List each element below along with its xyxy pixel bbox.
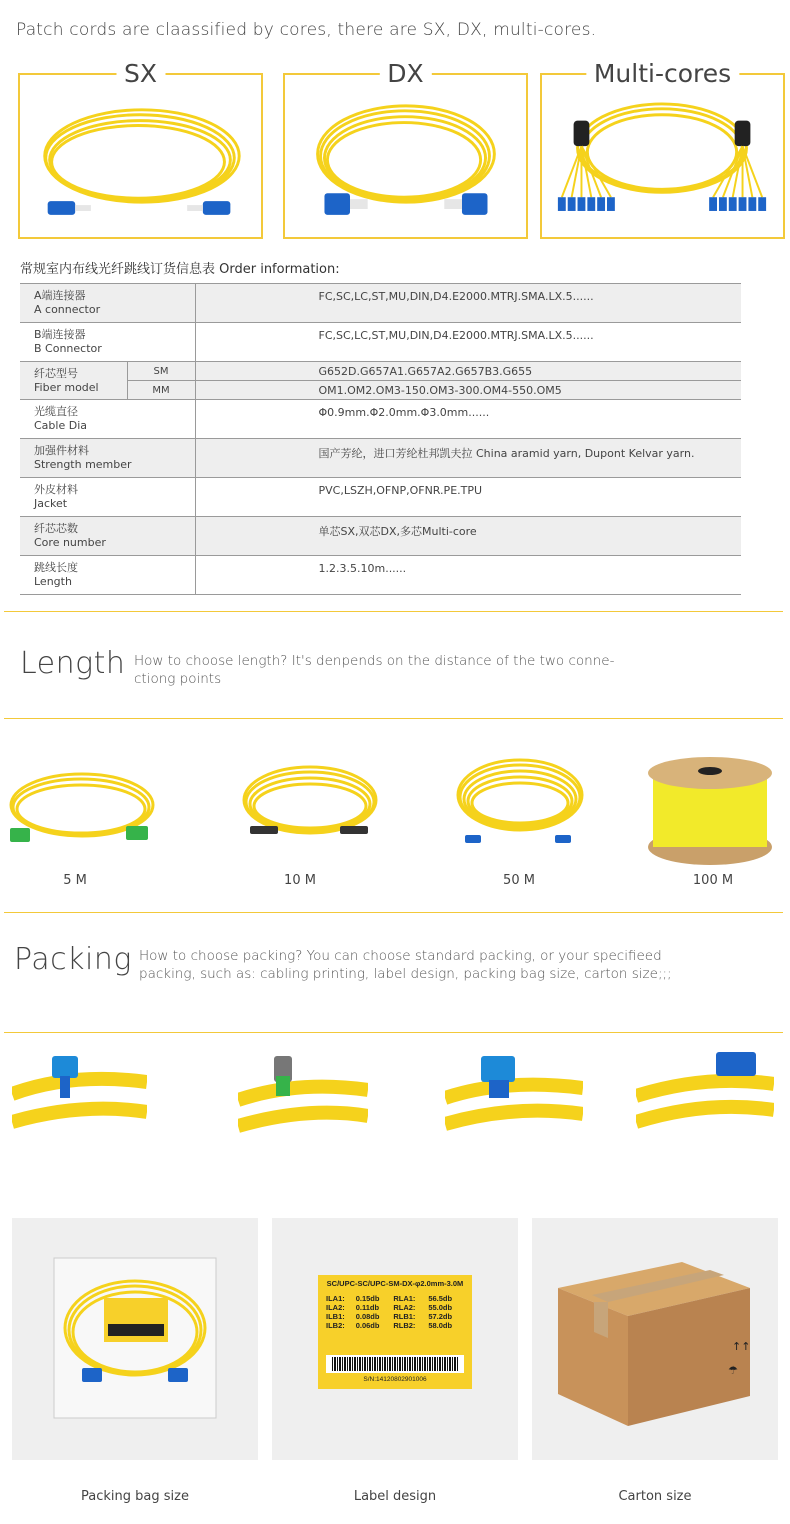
label-cell: RLB1: (393, 1312, 416, 1321)
length-10m-image (240, 762, 380, 862)
length-title: Length (20, 646, 126, 681)
length-50m-image (455, 757, 585, 862)
row-label-zh: 光缆直径 (34, 405, 78, 418)
length-desc-line: ctiong points (134, 671, 222, 687)
type-label-sx: SX (116, 59, 165, 89)
label-cell: 56.5db (428, 1294, 453, 1303)
label-header: SC/UPC-SC/UPC-SM-DX-φ2.0mm-3.0M (326, 1279, 464, 1288)
label-cell: ILA1: (326, 1294, 345, 1303)
type-box-sx (18, 59, 263, 239)
row-value: G652D.G657A1.G657A2.G657B3.G655 (195, 362, 741, 381)
dx-cable-image (295, 99, 516, 227)
table-row (20, 478, 741, 517)
length-caption: 5 M (63, 873, 87, 888)
length-5m-image (6, 762, 156, 862)
length-caption: 100 M (692, 873, 734, 888)
row-label-zh: B端连接器 (34, 328, 86, 341)
row-label-zh: 纤芯型号 (34, 366, 78, 380)
row-sub-label: SM (127, 362, 195, 381)
type-label-multicores: Multi-cores (586, 59, 739, 89)
packing-desc-line: packing, such as: cabling printing, label design, packing bag size, carton size;;; (139, 966, 672, 982)
row-label-zh: 加强件材料 (34, 444, 89, 457)
row-label-zh: 跳线长度 (34, 561, 78, 574)
divider (4, 718, 783, 719)
label-cell: RLA1: (393, 1294, 416, 1303)
serial-number: S/N:14120802901006 (363, 1376, 427, 1383)
table-row (20, 400, 741, 439)
sx-cable-image (30, 99, 251, 227)
row-value: 1.2.3.5.10m...... (195, 556, 741, 595)
type-box-multicores (540, 59, 785, 239)
row-sub-label: MM (127, 381, 195, 400)
order-info-title: 常规室内布线光纤跳线订货信息表 Order information: (20, 262, 340, 277)
packing-title: Packing (14, 942, 132, 977)
row-label-en: Core number (34, 536, 106, 549)
label-cell: RLA2: (393, 1303, 416, 1312)
table-row (20, 323, 741, 362)
label-design-card (272, 1218, 518, 1460)
length-caption: 10 M (284, 873, 316, 888)
table-row (20, 439, 741, 478)
multicore-cable-image (552, 99, 773, 227)
table-row (20, 284, 741, 323)
label-cell: RLB2: (393, 1321, 416, 1330)
order-info-table (20, 283, 741, 595)
type-box-dx (283, 59, 528, 239)
length-desc-line: How to choose length? It's denpends on the distance of the two conne- (134, 653, 615, 669)
row-value: Φ0.9mm.Φ2.0mm.Φ3.0mm...... (195, 400, 741, 439)
table-row (20, 362, 741, 381)
cable-printing-image-4 (636, 1050, 774, 1148)
row-label-en: Strength member (34, 458, 132, 471)
card-caption: Carton size (618, 1489, 692, 1504)
row-label-en: Jacket (34, 497, 68, 510)
table-row (20, 381, 741, 400)
label-cell: 0.15db (355, 1294, 380, 1303)
label-cell: ILA2: (326, 1303, 345, 1312)
intro-text: Patch cords are claassified by cores, there are SX, DX, multi-cores. (16, 20, 597, 40)
svg-text:↑↑: ↑↑ (732, 1340, 751, 1353)
cable-printing-image-1 (12, 1052, 147, 1147)
divider (4, 912, 783, 913)
row-value: 国产芳纶，进口芳纶杜邦凯夫拉 China aramid yarn, Dupont Kelvar yarn. (195, 439, 741, 478)
cable-printing-image-3 (445, 1050, 583, 1148)
label-cell: 58.0db (428, 1321, 453, 1330)
row-label-en: Length (34, 575, 72, 588)
row-label-zh: 外皮材料 (34, 483, 78, 496)
label-values (326, 1294, 466, 1330)
row-label-zh: 纤芯芯数 (34, 522, 78, 535)
carton-box-image (532, 1218, 778, 1460)
row-label-en: A connector (34, 303, 101, 316)
divider (4, 1032, 783, 1033)
row-value: OM1.OM2.OM3-150.OM3-300.OM4-550.OM5 (195, 381, 741, 400)
label-cell: 57.2db (428, 1312, 453, 1321)
label-cell: ILB2: (326, 1321, 345, 1330)
label-cell: ILB1: (326, 1312, 345, 1321)
packing-description (139, 947, 672, 983)
divider (4, 611, 783, 612)
row-value: FC,SC,LC,ST,MU,DIN,D4.E2000.MTRJ.SMA.LX.5...... (195, 284, 741, 323)
card-caption: Label design (353, 1489, 437, 1504)
row-value: PVC,LSZH,OFNP,OFNR.PE.TPU (195, 478, 741, 517)
label-sample (318, 1275, 472, 1389)
cable-printing-image-2 (238, 1050, 368, 1148)
length-100m-reel-image (645, 755, 775, 867)
svg-text:☂: ☂ (728, 1364, 738, 1377)
label-cell: 55.0db (428, 1303, 453, 1312)
label-cell: 0.06db (355, 1321, 380, 1330)
row-value: 单芯SX,双芯DX,多芯Multi-core (195, 517, 741, 556)
table-row (20, 517, 741, 556)
label-cell: 0.08db (355, 1312, 380, 1321)
row-label-en: Cable Dia (34, 419, 87, 432)
packing-desc-line: How to choose packing? You can choose standard packing, or your specifieed (139, 948, 662, 964)
row-label-zh: A端连接器 (34, 289, 86, 302)
row-label-en: Fiber model (34, 380, 99, 394)
row-value: FC,SC,LC,ST,MU,DIN,D4.E2000.MTRJ.SMA.LX.5...... (195, 323, 741, 362)
packing-bag-image (12, 1218, 258, 1460)
card-caption: Packing bag size (81, 1489, 189, 1504)
packing-bag-card (12, 1218, 258, 1460)
barcode (326, 1355, 464, 1373)
type-label-dx: DX (379, 59, 431, 89)
length-caption: 50 M (503, 873, 535, 888)
length-description (134, 652, 614, 688)
row-label-en: B Connector (34, 342, 102, 355)
carton-card (532, 1218, 778, 1460)
table-row (20, 556, 741, 595)
label-cell: 0.11db (355, 1303, 380, 1312)
